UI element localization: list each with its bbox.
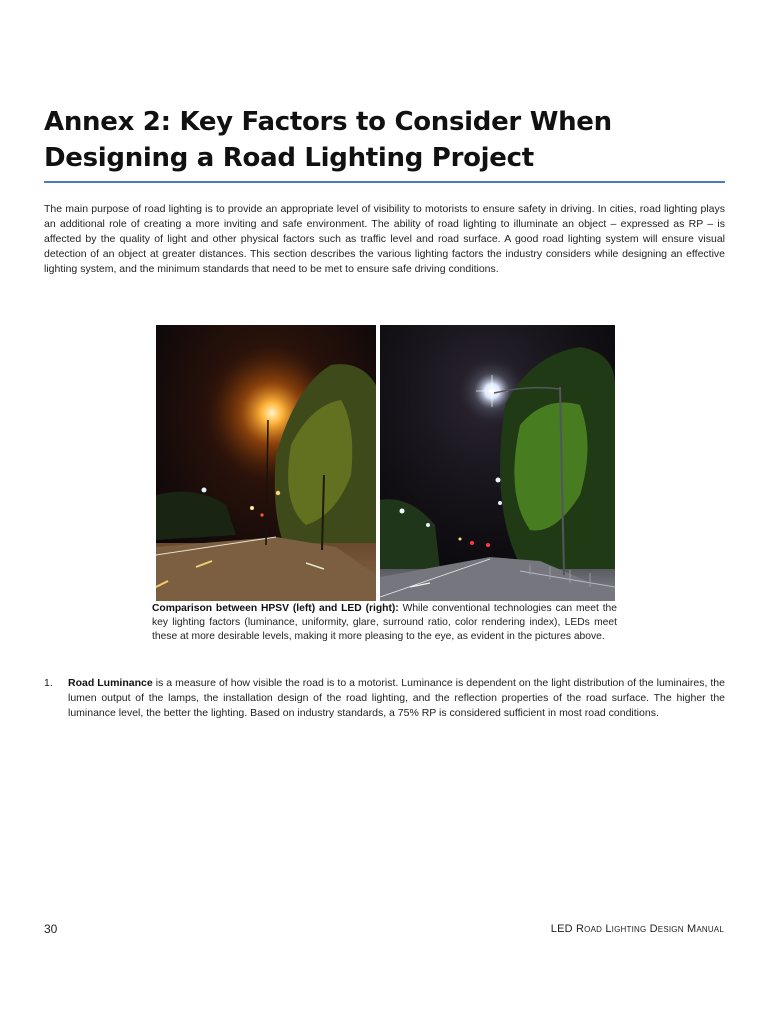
list-item <box>44 676 725 721</box>
hpsv-street-photo <box>156 325 376 601</box>
title-underline <box>44 181 725 183</box>
list-item-text: is a measure of how visible the road is to a motorist. Luminance is dependent on the light distribution of the luminaires, the lumen output of the lamps, the installation design of the road lighting, and the reflection properties of the road surface. The higher the luminance level, the better the lighting. Based on industry standards, a 75% RP is considered sufficient in most road conditions. <box>68 677 725 719</box>
list-item-term: Road Luminance <box>68 677 153 689</box>
figure-caption-text: While conventional technologies can meet the key lighting factors (luminance, uniformity, glare, surround ratio, color rendering index), LEDs meet these at more desirable levels, making it more pleasing to the eye, as evident in the pictures above. <box>152 603 618 642</box>
intro-paragraph: The main purpose of road lighting is to provide an appropriate level of visibility to motorists to ensure safety in driving. In cities, road lighting plays an additional role of creating a more inviting and safe environment. The ability of road lighting to illuminate an object – expressed as RP – is affected by the quality of light and other physical factors such as traffic level and road surface. A good road lighting system will ensure visual detection of an object at greater distances. This section describes the various lighting factors the industry considers while designing an effective lighting system, and the minimum standards that need to be met to ensure safe driving conditions. <box>44 203 725 275</box>
page-number: 30 <box>44 922 58 936</box>
figure-caption <box>152 602 617 644</box>
list-item-number: 1. <box>44 677 53 689</box>
page-title: Annex 2: Key Factors to Consider When Designing a Road Lighting Project <box>44 107 612 173</box>
footer-doc-title: LED Road Lighting Design Manual <box>550 923 724 935</box>
led-street-photo <box>380 325 615 601</box>
key-factors-list <box>44 676 725 721</box>
figure-caption-label: Comparison between HPSV (left) and LED (right): <box>152 603 399 614</box>
